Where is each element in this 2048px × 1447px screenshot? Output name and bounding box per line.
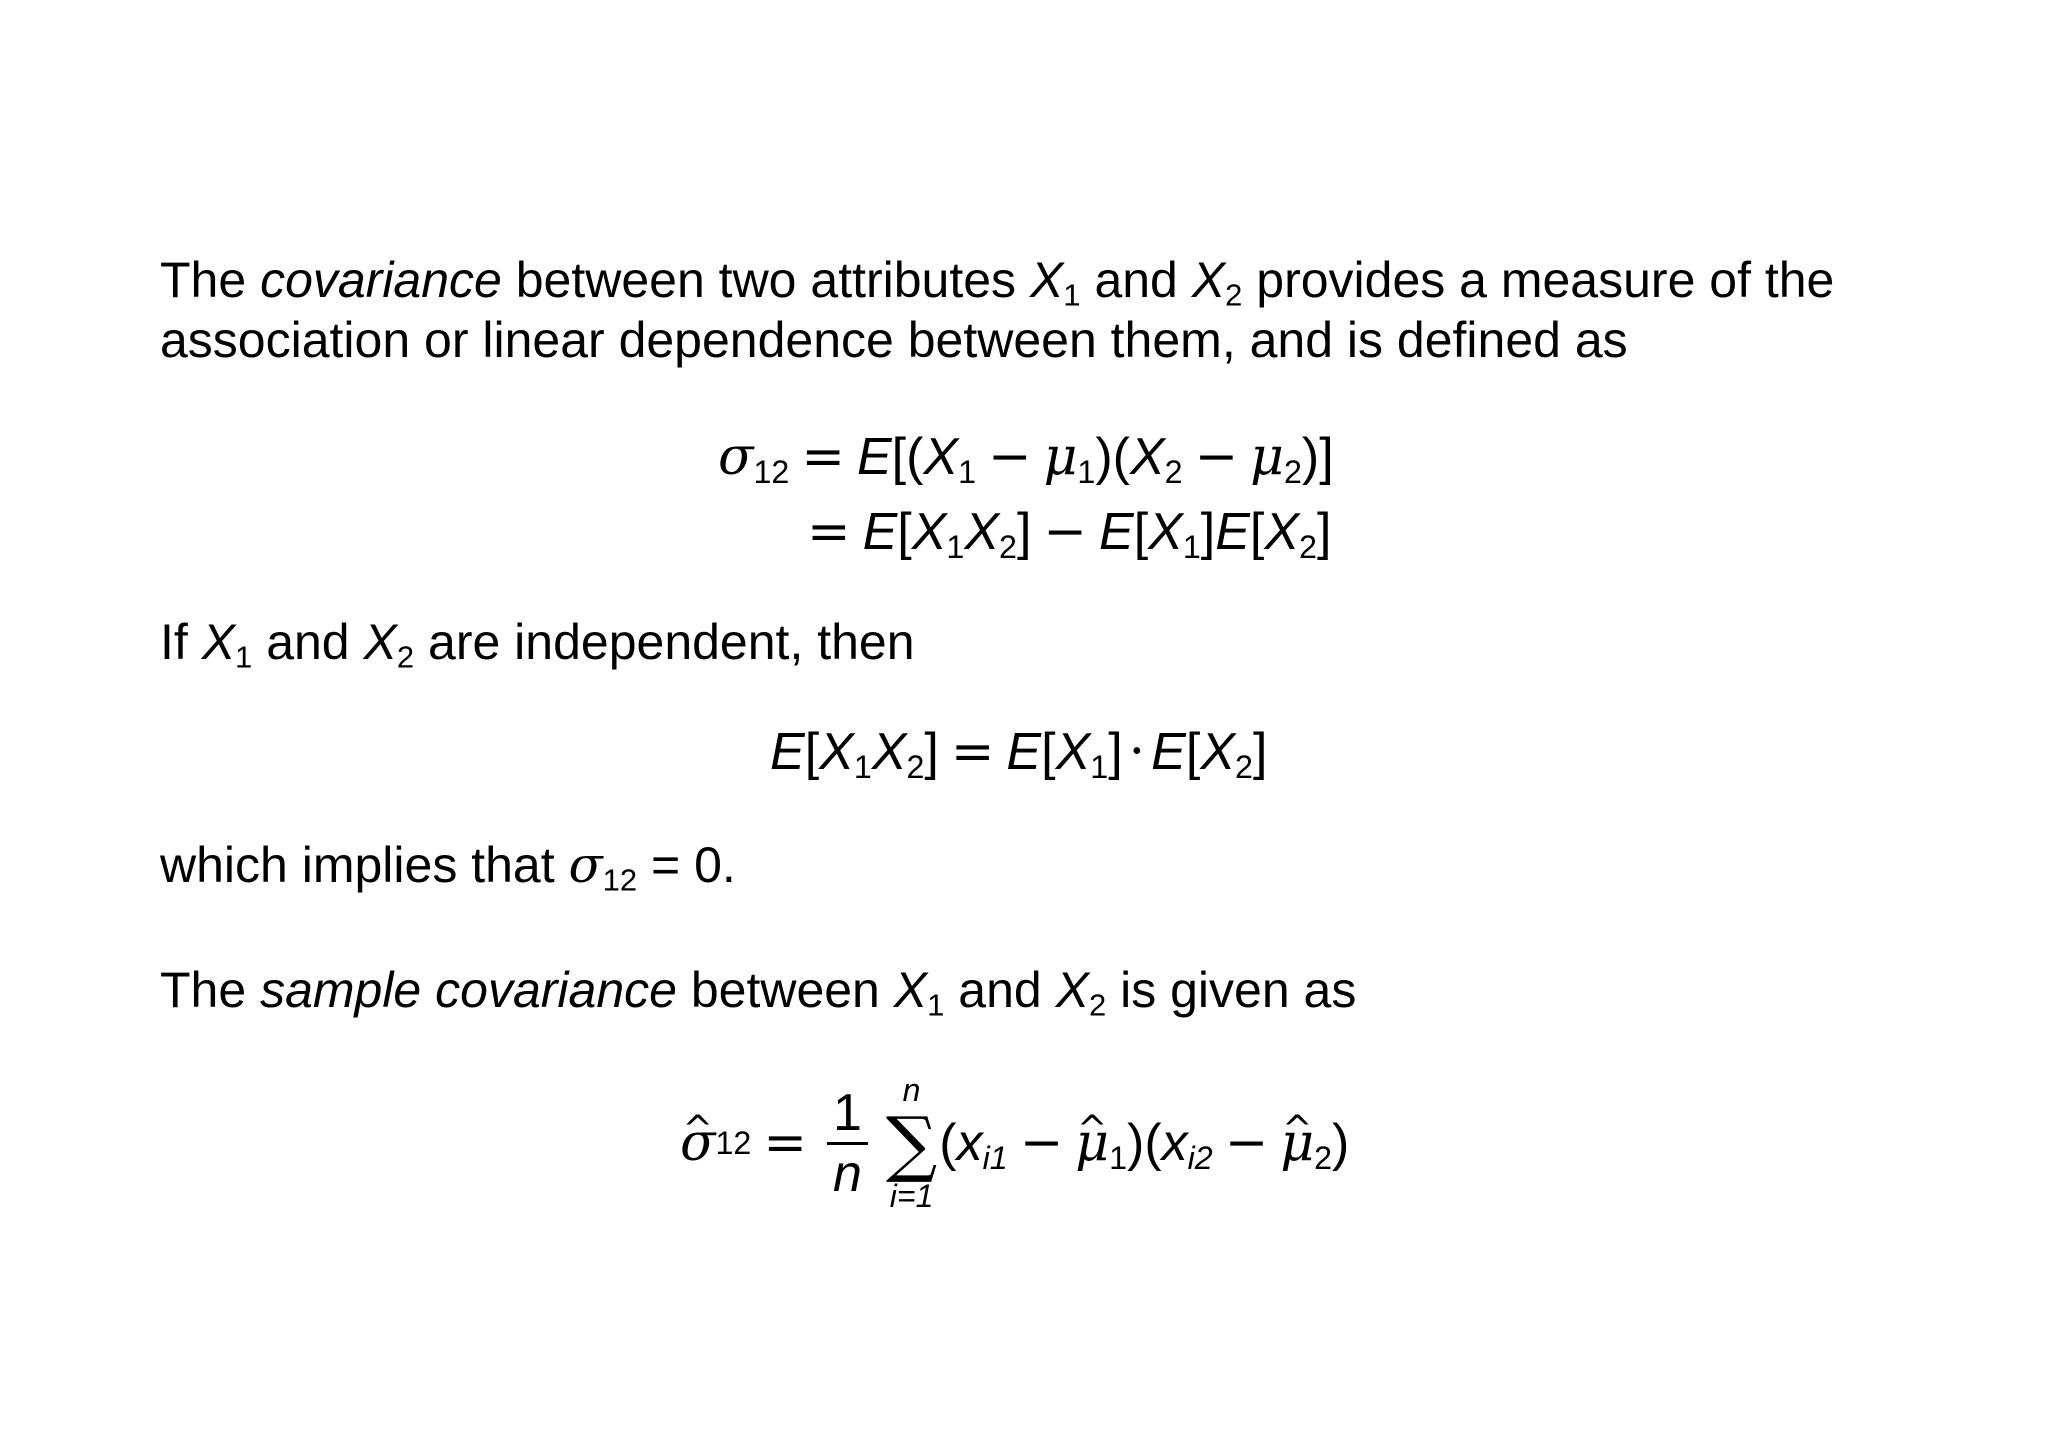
var-x2: $X_2$ [1191,252,1243,313]
term-sample-covariance: sample covariance [260,962,677,1018]
equation-independence: $E[X_1X_2] = E[X_1] \cdot E[X_2]$ [770,722,1268,786]
var-x1: $X_1$ [1029,252,1081,313]
equation-covariance-definition: $\sigma_{12} = E[(X_1 - \mu_1)(X_2 - \mu_2)]$ [718,427,1334,491]
equation-sample-covariance: ^ σ 12 = $\frac{1}{n}$ n ∑ i=1 ($x_{i1}$ −^ $\mu_1)(x_{i2}$ −^ $\mu_2$) [680,1070,1349,1216]
equation-covariance-expanded: = $E[X_1X_2] - E[X_1]E[X_2]$ [807,502,1332,566]
fraction-one-over-n: $\frac{1}{n}$ [827,1084,868,1203]
paragraph-independence: If $X_1$ and $X_2$ are independent, then [160,614,915,675]
term-covariance: covariance [260,252,502,308]
paragraph-covariance-intro: The covariance between two attributes $X_1$ and $X_2$ provides a measure of the [160,252,1835,313]
paragraph-sample-covariance: The sample covariance between $X_1$ and $X_2$ is given as [160,962,1357,1023]
summation-symbol: n ∑ i=1 [885,1072,938,1214]
paragraph-covariance-line2: association or linear dependence between them, and is defined as [160,312,1628,368]
paragraph-implies-zero: which implies that $\sigma_{12} = 0$. [160,836,736,898]
